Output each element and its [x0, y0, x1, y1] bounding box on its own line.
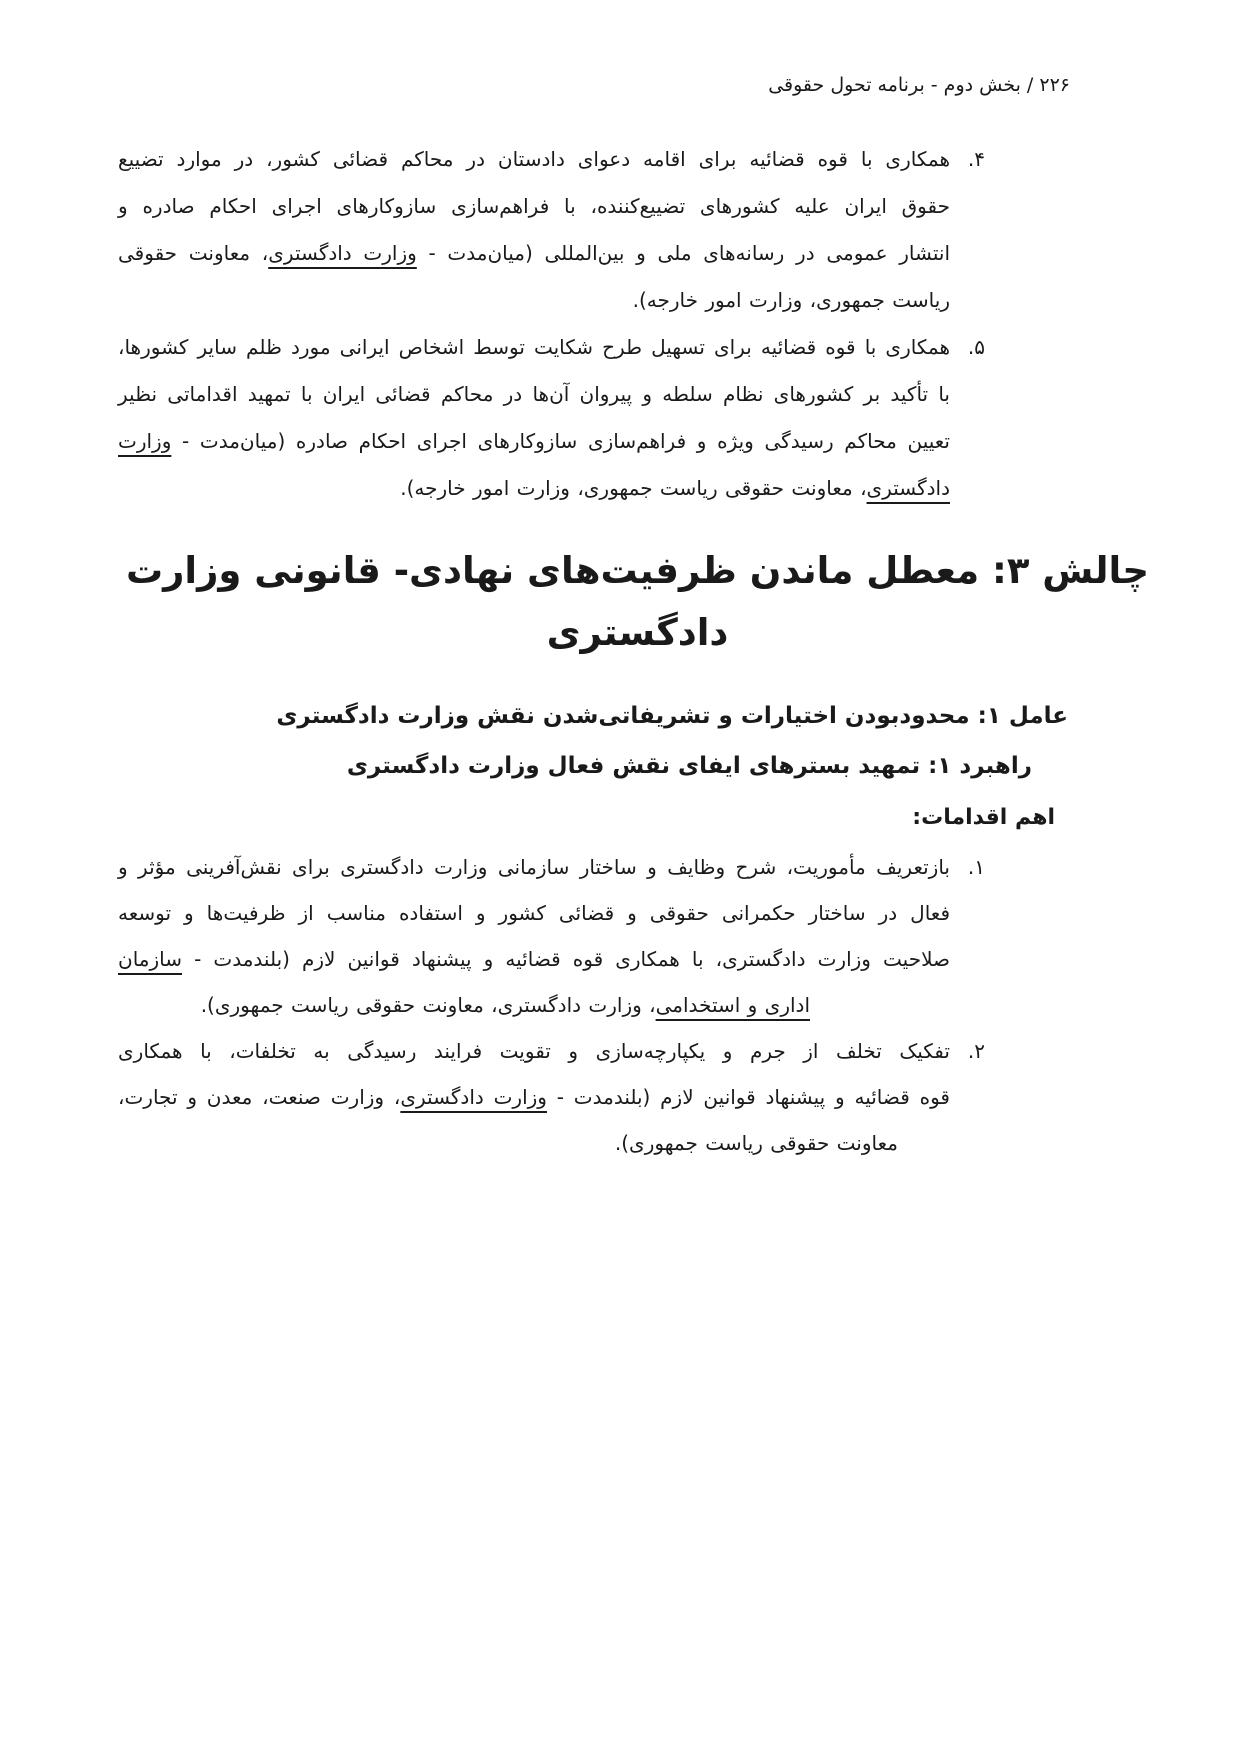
actions-label: اهم اقدامات:: [912, 805, 1055, 830]
text-line: [118, 890, 950, 936]
text-line: [118, 465, 950, 512]
item-number: ۲.: [967, 1039, 985, 1063]
text-line: [118, 183, 950, 230]
text-segment: معاونت حقوقی ریاست جمهوری).: [614, 1131, 898, 1155]
list-item: [118, 844, 985, 1028]
text-line: [118, 371, 950, 418]
list-item: [118, 136, 985, 324]
text-line: [118, 136, 950, 183]
text-segment: ، وزارت صنعت، معدن و تجارت،: [118, 1085, 401, 1109]
text-segment: قوه قضائیه و پیشنهاد قوانین لازم (بلندمدت -: [546, 1085, 950, 1109]
underlined-term: اداری و استخدامی: [655, 993, 810, 1017]
text-line: [118, 230, 950, 277]
text-segment: بازتعریف مأموریت، شرح وظایف و ساختار سازمانی وزارت دادگستری برای نقش‌آفرینی مؤثر و: [118, 855, 950, 879]
challenge-heading: چالش ۳: معطل ماندن ظرفیت‌های نهادی- قانونی وزارت دادگستری: [125, 549, 1150, 654]
strategy-subheading: راهبرد ۱: تمهید بسترهای ایفای نقش فعال وزارت دادگستری: [346, 753, 1032, 779]
text-segment: صلاحیت وزارت دادگستری، با همکاری قوه قضائیه و پیشنهاد قوانین لازم (بلندمدت -: [182, 947, 950, 971]
text-segment: فعال در ساختار حکمرانی حقوقی و قضائی کشور و استفاده مناسب از ظرفیت‌ها و توسعه: [118, 901, 950, 925]
text-line: [118, 982, 810, 1028]
underlined-term: وزارت دادگستری: [400, 1085, 547, 1109]
text-segment: انتشار عمومی در رسانه‌های ملی و بین‌المللی (میان‌مدت -: [416, 241, 950, 265]
underlined-term: دادگستری: [866, 476, 950, 500]
item-number: ۴.: [967, 147, 985, 171]
text-segment: تعیین محاکم رسیدگی ویژه و فراهم‌سازی سازوکارهای اجرای احکام صادره (میان‌مدت -: [171, 429, 950, 453]
text-segment: تفکیک تخلف از جرم و یکپارچه‌سازی و تقویت فرایند رسیدگی به تخلفات، با همکاری: [118, 1039, 950, 1063]
text-segment: ، معاونت حقوقی: [118, 241, 269, 265]
actions-numbered-list: [118, 844, 1157, 1166]
list-item: [118, 1028, 985, 1166]
text-segment: حقوق ایران علیه کشورهای تضییع‌کننده، با فراهم‌سازی سازوکارهای اجرای احکام صادره و: [118, 194, 950, 218]
text-segment: همکاری با قوه قضائیه برای تسهیل طرح شکایت توسط اشخاص ایرانی مورد ظلم سایر کشورها،: [118, 335, 950, 359]
text-line: [118, 324, 950, 371]
text-line: [118, 277, 950, 324]
text-line: [118, 1074, 950, 1120]
underlined-term: سازمان: [118, 947, 183, 971]
text-segment: ، وزارت دادگستری، معاونت حقوقی ریاست جمهوری).: [200, 993, 656, 1017]
underlined-term: وزارت دادگستری: [268, 241, 417, 265]
text-segment: همکاری با قوه قضائیه برای اقامه دعوای دادستان در محاکم قضائی کشور، در موارد تضییع: [118, 147, 950, 171]
text-line: [118, 1120, 898, 1166]
text-segment: با تأکید بر کشورهای نظام سلطه و پیروان آن‌ها در محاکم قضائی ایران با تمهید اقداماتی نظیر: [118, 382, 950, 406]
text-segment: ریاست جمهوری، وزارت امور خارجه).: [632, 288, 950, 312]
text-line: [118, 844, 950, 890]
text-line: [118, 1028, 950, 1074]
item-number: ۱.: [967, 855, 985, 879]
list-item: [118, 324, 985, 512]
text-segment: ، معاونت حقوقی ریاست جمهوری، وزارت امور خارجه).: [400, 476, 867, 500]
item-number: ۵.: [967, 335, 985, 359]
page-header: ۲۲۶ / بخش دوم - برنامه تحول حقوقی: [768, 74, 1070, 96]
top-numbered-list: [118, 136, 1157, 512]
text-line: [118, 418, 950, 465]
text-line: [118, 936, 950, 982]
underlined-term: وزارت: [118, 429, 172, 453]
factor-subheading: عامل ۱: محدودبودن اختیارات و تشریفاتی‌شدن نقش وزارت دادگستری: [276, 703, 1068, 729]
